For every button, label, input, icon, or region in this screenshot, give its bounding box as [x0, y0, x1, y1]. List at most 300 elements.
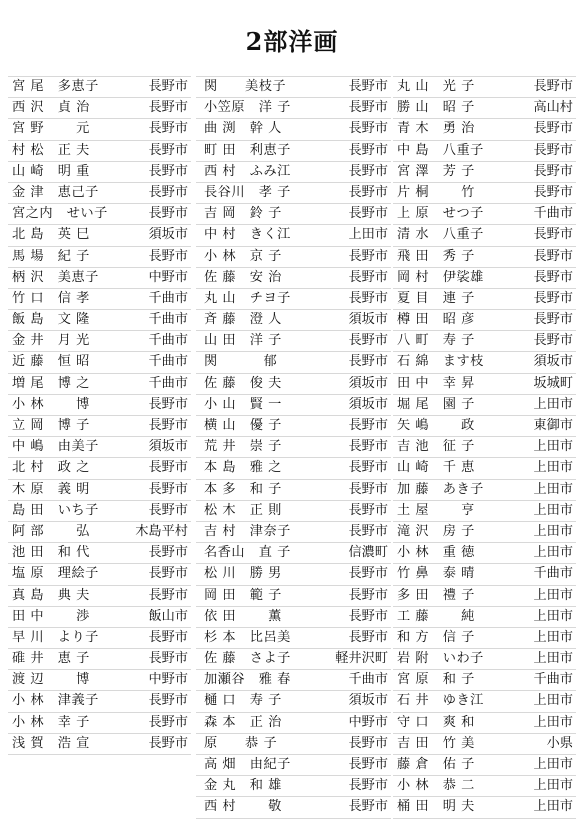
person-name: 岡 田 範 子 — [204, 587, 282, 603]
list-item — [196, 776, 391, 797]
person-name: 関 郁 — [204, 354, 278, 370]
city-name: 上田市 — [533, 502, 573, 518]
person-name: 宮 澤 芳 子 — [397, 163, 475, 179]
list-item — [393, 607, 576, 628]
person-name: 宮 尾 多恵子 — [12, 79, 99, 94]
city-name: 長野市 — [348, 502, 388, 518]
list-item — [8, 395, 191, 416]
person-name: 樋 口 寿 子 — [204, 693, 282, 709]
city-name: 長野市 — [148, 396, 188, 412]
city-name: 上田市 — [533, 587, 573, 603]
city-name: 長野市 — [533, 312, 573, 328]
list-item — [196, 501, 391, 522]
list-item — [196, 141, 391, 162]
person-name: 本 多 和 子 — [204, 481, 282, 497]
name-list-column-1 — [8, 76, 191, 755]
list-item — [196, 416, 391, 437]
person-name: 和 方 信 子 — [397, 629, 475, 645]
city-name: 長野市 — [148, 502, 188, 518]
list-item — [393, 797, 576, 818]
list-item — [196, 522, 391, 543]
list-item — [8, 352, 191, 373]
list-item — [196, 691, 391, 712]
city-name: 上田市 — [533, 460, 573, 476]
list-item — [393, 310, 576, 331]
person-name: 高 畑 由紀子 — [204, 757, 291, 772]
list-item — [393, 670, 576, 691]
city-name: 飯山市 — [148, 608, 188, 624]
person-name: 木 原 義 明 — [12, 481, 90, 497]
list-item — [393, 501, 576, 522]
list-item — [8, 586, 191, 607]
person-name: 片 桐 竹 — [397, 184, 475, 200]
city-name: 長野市 — [348, 608, 388, 624]
list-item — [393, 586, 576, 607]
list-item — [393, 628, 576, 649]
person-name: 加 藤 あき子 — [397, 481, 484, 497]
list-item — [8, 183, 191, 204]
list-item — [196, 797, 391, 818]
city-name: 長野市 — [148, 714, 188, 730]
list-item — [393, 331, 576, 352]
list-item — [196, 204, 391, 225]
person-name: 関 美枝子 — [204, 79, 287, 94]
city-name: 上田市 — [533, 651, 573, 667]
person-name: 中 村 きく江 — [204, 227, 291, 243]
list-item — [196, 649, 391, 670]
person-name: 原 恭 子 — [204, 735, 278, 751]
person-name: 石 井 ゆき江 — [397, 693, 484, 709]
city-name: 上田市 — [348, 227, 388, 243]
person-name: 上 原 せつ子 — [397, 206, 484, 222]
person-name: 名香山 直 子 — [204, 545, 291, 561]
list-item — [393, 141, 576, 162]
list-item — [8, 225, 191, 246]
city-name: 長野市 — [348, 735, 388, 751]
city-name: 須坂市 — [348, 693, 388, 709]
list-item — [393, 691, 576, 712]
person-name: 岡 村 伊裟雄 — [397, 269, 484, 285]
person-name: 渡 辺 博 — [12, 672, 90, 688]
list-item — [196, 586, 391, 607]
list-item — [393, 204, 576, 225]
city-name: 長野市 — [533, 269, 573, 285]
person-name: 西 沢 貞 治 — [12, 100, 90, 116]
city-name: 長野市 — [348, 418, 388, 433]
person-name: 滝 沢 房 子 — [397, 523, 475, 539]
list-item — [393, 755, 576, 776]
person-name: 依 田 薫 — [204, 608, 282, 624]
person-name: 金 津 恵己子 — [12, 184, 99, 200]
list-item — [393, 395, 576, 416]
person-name: 丸 山 チヨ子 — [204, 290, 291, 306]
city-name: 千曲市 — [348, 672, 388, 688]
list-item — [393, 564, 576, 585]
city-name: 須坂市 — [533, 354, 573, 370]
person-name: 山 田 洋 子 — [204, 333, 282, 349]
person-name: 矢 嶋 政 — [397, 418, 475, 433]
list-item — [8, 162, 191, 183]
person-name: 夏 目 連 子 — [397, 290, 475, 306]
city-name: 千曲市 — [148, 290, 188, 306]
city-name: 坂城町 — [533, 375, 573, 391]
person-name: 小 林 重 徳 — [397, 545, 475, 561]
person-name: 小 林 博 — [12, 396, 90, 412]
person-name: 飯 島 文 隆 — [12, 312, 90, 328]
person-name: 北 村 政 之 — [12, 460, 90, 476]
person-name: 西 村 敬 — [204, 799, 282, 815]
city-name: 木島平村 — [135, 523, 188, 539]
list-item — [393, 522, 576, 543]
list-item — [393, 352, 576, 373]
city-name: 長野市 — [148, 566, 188, 582]
person-name: 土 屋 亨 — [397, 502, 475, 518]
city-name: 長野市 — [348, 460, 388, 476]
list-item — [196, 76, 391, 98]
list-item — [196, 98, 391, 119]
person-name: 小 山 賢 一 — [204, 396, 282, 412]
person-name: 村 松 正 夫 — [12, 142, 90, 158]
list-item — [8, 247, 191, 268]
person-name: 島 田 いち子 — [12, 502, 99, 518]
list-item — [393, 713, 576, 734]
list-item — [393, 437, 576, 458]
list-item — [196, 543, 391, 564]
person-name: 藤 倉 佑 子 — [397, 757, 475, 772]
person-name: 宮 原 和 子 — [397, 672, 475, 688]
city-name: 長野市 — [533, 79, 573, 94]
city-name: 須坂市 — [348, 312, 388, 328]
city-name: 須坂市 — [148, 439, 188, 455]
city-name: 軽井沢町 — [335, 651, 388, 667]
list-item — [196, 607, 391, 628]
person-name: 松 川 勝 男 — [204, 566, 282, 582]
list-item — [8, 310, 191, 331]
city-name: 長野市 — [348, 354, 388, 370]
person-name: 岩 附 いわ子 — [397, 651, 484, 667]
city-name: 長野市 — [348, 333, 388, 349]
list-item — [8, 119, 191, 140]
city-name: 信濃町 — [348, 545, 388, 561]
list-item — [196, 564, 391, 585]
person-name: 中 嶋 由美子 — [12, 439, 99, 455]
city-name: 長野市 — [148, 545, 188, 561]
city-name: 長野市 — [348, 799, 388, 815]
person-name: 丸 山 光 子 — [397, 79, 475, 94]
city-name: 長野市 — [348, 163, 388, 179]
city-name: 上田市 — [533, 778, 573, 794]
city-name: 小県 — [546, 735, 573, 751]
city-name: 上田市 — [533, 714, 573, 730]
person-name: 佐 藤 俊 夫 — [204, 375, 282, 391]
list-item — [8, 268, 191, 289]
city-name: 長野市 — [348, 142, 388, 158]
list-item — [8, 76, 191, 98]
city-name: 須坂市 — [148, 227, 188, 243]
city-name: 上田市 — [533, 757, 573, 772]
city-name: 上田市 — [533, 608, 573, 624]
city-name: 長野市 — [533, 184, 573, 200]
person-name: 勝 山 昭 子 — [397, 100, 475, 116]
person-name: 金 井 月 光 — [12, 333, 90, 349]
city-name: 長野市 — [148, 206, 188, 222]
list-item — [8, 522, 191, 543]
person-name: 桶 田 明 夫 — [397, 799, 475, 815]
city-name: 長野市 — [533, 121, 573, 137]
person-name: 佐 藤 安 治 — [204, 269, 282, 285]
city-name: 中野市 — [348, 714, 388, 730]
list-item — [8, 501, 191, 522]
city-name: 長野市 — [348, 121, 388, 137]
city-name: 長野市 — [533, 290, 573, 306]
list-item — [8, 670, 191, 691]
list-item — [393, 649, 576, 670]
city-name: 長野市 — [348, 290, 388, 306]
person-name: 小 林 恭 二 — [397, 778, 475, 794]
city-name: 長野市 — [348, 184, 388, 200]
list-item — [393, 458, 576, 479]
list-item — [8, 98, 191, 119]
list-item — [393, 776, 576, 797]
city-name: 上田市 — [533, 396, 573, 412]
person-name: 小 林 京 子 — [204, 248, 282, 264]
person-name: 吉 岡 鈴 子 — [204, 206, 282, 222]
person-name: 長谷川 孝 子 — [204, 184, 291, 200]
city-name: 長野市 — [148, 142, 188, 158]
city-name: 上田市 — [533, 439, 573, 455]
list-item — [8, 331, 191, 352]
city-name: 長野市 — [148, 418, 188, 433]
person-name: 早 川 より子 — [12, 629, 99, 645]
person-name: 浅 賀 浩 宣 — [12, 735, 90, 751]
person-name: 吉 田 竹 美 — [397, 735, 475, 751]
city-name: 千曲市 — [148, 375, 188, 391]
person-name: 八 町 寿 子 — [397, 333, 475, 349]
list-item — [393, 543, 576, 564]
name-list-column-2 — [196, 76, 391, 819]
city-name: 長野市 — [348, 523, 388, 539]
list-item — [196, 289, 391, 310]
city-name: 上田市 — [533, 629, 573, 645]
list-item — [8, 691, 191, 712]
city-name: 長野市 — [348, 79, 388, 94]
person-name: 宮之内 せい子 — [12, 206, 108, 222]
list-item — [393, 416, 576, 437]
list-item — [196, 374, 391, 395]
city-name: 長野市 — [348, 100, 388, 116]
person-name: 竹 鼻 泰 晴 — [397, 566, 475, 582]
person-name: 曲 渕 幹 人 — [204, 121, 282, 137]
person-name: 真 島 典 夫 — [12, 587, 90, 603]
list-item — [196, 395, 391, 416]
person-name: 荒 井 崇 子 — [204, 439, 282, 455]
city-name: 長野市 — [148, 460, 188, 476]
person-name: 増 尾 博 之 — [12, 375, 90, 391]
city-name: 長野市 — [348, 481, 388, 497]
city-name: 長野市 — [348, 757, 388, 772]
city-name: 千曲市 — [148, 354, 188, 370]
list-item — [196, 268, 391, 289]
list-item — [8, 458, 191, 479]
city-name: 長野市 — [148, 184, 188, 200]
person-name: 工 藤 純 — [397, 608, 475, 624]
person-name: 竹 口 信 孝 — [12, 290, 90, 306]
person-name: 金 丸 和 雄 — [204, 778, 282, 794]
person-name: 田 中 幸 昇 — [397, 375, 475, 391]
city-name: 長野市 — [348, 248, 388, 264]
person-name: 吉 池 征 子 — [397, 439, 475, 455]
city-name: 須坂市 — [348, 375, 388, 391]
city-name: 長野市 — [533, 142, 573, 158]
list-item — [393, 98, 576, 119]
list-item — [8, 204, 191, 225]
person-name: 馬 場 紀 子 — [12, 248, 90, 264]
list-item — [8, 416, 191, 437]
city-name: 長野市 — [148, 481, 188, 497]
city-name: 千曲市 — [148, 333, 188, 349]
person-name: 佐 藤 さよ子 — [204, 651, 291, 667]
city-name: 千曲市 — [533, 672, 573, 688]
list-item — [393, 734, 576, 755]
person-name: 立 岡 博 子 — [12, 418, 90, 433]
list-item — [196, 247, 391, 268]
list-item — [393, 76, 576, 98]
list-item — [196, 310, 391, 331]
list-item — [8, 480, 191, 501]
list-item — [8, 649, 191, 670]
list-item — [393, 183, 576, 204]
city-name: 上田市 — [533, 481, 573, 497]
person-name: 本 島 雅 之 — [204, 460, 282, 476]
person-name: 樽 田 昭 彦 — [397, 312, 475, 328]
list-item — [196, 183, 391, 204]
city-name: 長野市 — [533, 248, 573, 264]
person-name: 北 島 英 巳 — [12, 227, 90, 243]
list-item — [196, 628, 391, 649]
person-name: 山 崎 明 重 — [12, 163, 90, 179]
list-item — [8, 713, 191, 734]
list-item — [196, 225, 391, 246]
person-name: 飛 田 秀 子 — [397, 248, 475, 264]
list-item — [196, 437, 391, 458]
city-name: 長野市 — [148, 587, 188, 603]
list-item — [196, 670, 391, 691]
person-name: 吉 村 津奈子 — [204, 523, 291, 539]
list-item — [196, 331, 391, 352]
person-name: 多 田 禮 子 — [397, 587, 475, 603]
city-name: 千曲市 — [148, 312, 188, 328]
city-name: 長野市 — [348, 566, 388, 582]
list-item — [196, 162, 391, 183]
city-name: 上田市 — [533, 545, 573, 561]
list-item — [8, 289, 191, 310]
person-name: 森 本 正 治 — [204, 714, 282, 730]
person-name: 阿 部 弘 — [12, 523, 90, 539]
city-name: 千曲市 — [533, 206, 573, 222]
list-item — [393, 289, 576, 310]
list-item — [393, 247, 576, 268]
list-item — [196, 480, 391, 501]
city-name: 長野市 — [148, 163, 188, 179]
city-name: 長野市 — [533, 227, 573, 243]
list-item — [393, 374, 576, 395]
page-title: 2部洋画 — [245, 27, 339, 56]
city-name: 長野市 — [148, 693, 188, 709]
list-item — [196, 755, 391, 776]
list-item — [393, 225, 576, 246]
city-name: 千曲市 — [533, 566, 573, 582]
person-name: 近 藤 恒 昭 — [12, 354, 90, 370]
city-name: 長野市 — [148, 100, 188, 116]
list-item — [196, 458, 391, 479]
city-name: 上田市 — [533, 799, 573, 815]
city-name: 長野市 — [348, 439, 388, 455]
person-name: 田 中 渉 — [12, 608, 90, 624]
list-item — [393, 119, 576, 140]
city-name: 長野市 — [148, 651, 188, 667]
list-item — [8, 607, 191, 628]
city-name: 長野市 — [148, 248, 188, 264]
person-name: 小 林 津義子 — [12, 693, 99, 709]
list-item — [8, 437, 191, 458]
person-name: 加瀬谷 雅 春 — [204, 672, 291, 688]
person-name: 杉 本 比呂美 — [204, 629, 291, 645]
list-item — [196, 119, 391, 140]
city-name: 長野市 — [348, 269, 388, 285]
person-name: 小 林 幸 子 — [12, 714, 90, 730]
city-name: 高山村 — [533, 100, 573, 116]
list-item — [196, 713, 391, 734]
person-name: 山 崎 千 恵 — [397, 460, 475, 476]
person-name: 斉 藤 澄 人 — [204, 312, 282, 328]
person-name: 町 田 利恵子 — [204, 142, 291, 158]
city-name: 長野市 — [348, 629, 388, 645]
list-item — [393, 480, 576, 501]
city-name: 上田市 — [533, 523, 573, 539]
person-name: 横 山 優 子 — [204, 418, 282, 433]
list-item — [196, 734, 391, 755]
person-name: 西 村 ふみ江 — [204, 163, 291, 179]
person-name: 松 木 正 則 — [204, 502, 282, 518]
person-name: 小笠原 洋 子 — [204, 100, 291, 116]
person-name: 宮 野 元 — [12, 121, 90, 137]
list-item — [8, 734, 191, 755]
city-name: 長野市 — [148, 121, 188, 137]
list-item — [8, 374, 191, 395]
list-item — [196, 352, 391, 373]
list-item — [393, 268, 576, 289]
person-name: 中 島 八重子 — [397, 142, 484, 158]
list-item — [8, 141, 191, 162]
city-name: 長野市 — [348, 778, 388, 794]
person-name: 守 口 爽 和 — [397, 714, 475, 730]
city-name: 長野市 — [148, 735, 188, 751]
list-item — [8, 628, 191, 649]
person-name: 塩 原 理絵子 — [12, 566, 99, 582]
person-name: 堀 尾 園 子 — [397, 396, 475, 412]
list-item — [393, 162, 576, 183]
name-list-column-3 — [393, 76, 576, 819]
person-name: 青 木 勇 治 — [397, 121, 475, 137]
list-item — [8, 564, 191, 585]
city-name: 長野市 — [348, 206, 388, 222]
city-name: 長野市 — [348, 587, 388, 603]
city-name: 中野市 — [148, 672, 188, 688]
city-name: 上田市 — [533, 693, 573, 709]
person-name: 清 水 八重子 — [397, 227, 484, 243]
city-name: 長野市 — [148, 629, 188, 645]
city-name: 長野市 — [148, 79, 188, 94]
